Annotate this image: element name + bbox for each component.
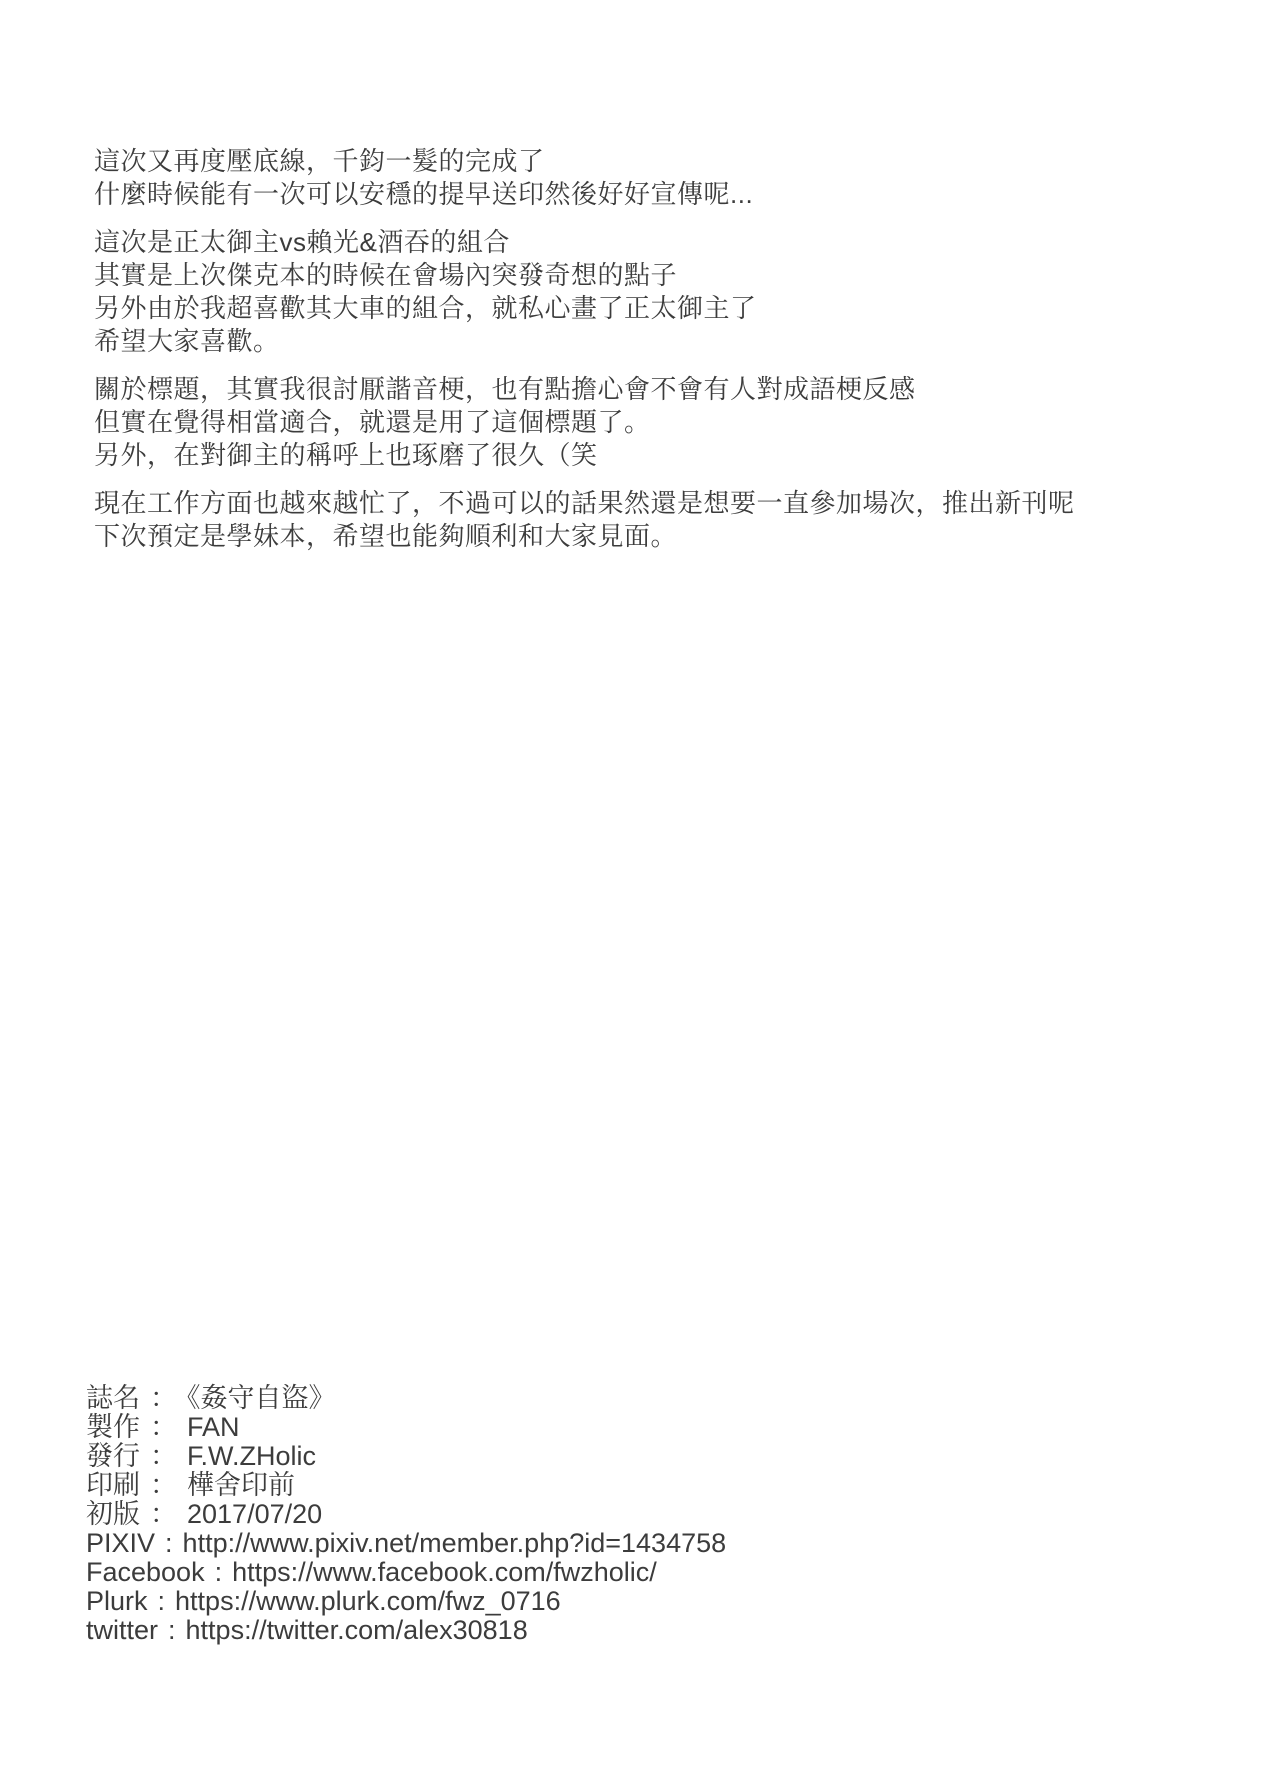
colophon-separator: :	[165, 1528, 173, 1558]
colophon-label: Plurk	[86, 1586, 148, 1616]
afterword-line: 什麼時候能有一次可以安穩的提早送印然後好好宣傳呢...	[94, 179, 754, 209]
colophon-row-pixiv	[86, 1529, 726, 1558]
afterword-paragraph-1	[94, 145, 1075, 211]
afterword-paragraph-3	[94, 373, 1075, 472]
colophon-separator: ：	[150, 1441, 177, 1471]
colophon-value: FAN	[187, 1412, 240, 1442]
colophon-label: 誌名	[86, 1383, 140, 1413]
afterword-line: 另外由於我超喜歡其大車的組合，就私心畫了正太御主了	[94, 293, 757, 323]
afterword-text-block	[94, 145, 1075, 568]
colophon-value: 2017/07/20	[187, 1499, 323, 1529]
colophon-value: 《姦守自盜》	[187, 1383, 336, 1413]
colophon-label: 印刷	[86, 1470, 140, 1500]
colophon-row-first-edition	[86, 1500, 726, 1529]
colophon-separator: :	[214, 1557, 223, 1587]
colophon-row-printer	[86, 1471, 726, 1500]
colophon-row-twitter	[86, 1616, 726, 1645]
colophon-separator: :	[157, 1586, 166, 1616]
colophon-url: https://twitter.com/alex30818	[185, 1615, 528, 1645]
colophon-separator: ：	[150, 1383, 177, 1413]
afterword-line: 另外，在對御主的稱呼上也琢磨了很久（笑	[94, 440, 598, 470]
afterword-line: 其實是上次傑克本的時候在會場內突發奇想的點子	[94, 260, 678, 290]
colophon-row-plurk	[86, 1587, 726, 1616]
afterword-line: 現在工作方面也越來越忙了，不過可以的話果然還是想要一直參加場次，推出新刊呢	[94, 488, 1075, 518]
colophon-row-publisher	[86, 1442, 726, 1471]
colophon-label: PIXIV	[86, 1528, 156, 1558]
colophon-label: twitter	[86, 1615, 159, 1645]
colophon-row-title	[86, 1384, 726, 1413]
colophon-separator: ：	[150, 1412, 177, 1442]
colophon-row-author	[86, 1413, 726, 1442]
afterword-line: 但實在覺得相當適合，就還是用了這個標題了。	[94, 407, 651, 437]
afterword-paragraph-4	[94, 487, 1075, 553]
colophon-value: 樺舍印前	[187, 1470, 295, 1500]
colophon-row-facebook	[86, 1558, 726, 1587]
colophon-url: https://www.facebook.com/fwzholic/	[232, 1557, 657, 1587]
colophon-separator: ：	[150, 1499, 177, 1529]
colophon-label: 發行	[86, 1441, 140, 1471]
colophon-value: F.W.ZHolic	[187, 1441, 317, 1471]
colophon-url: http://www.pixiv.net/member.php?id=1434758	[182, 1528, 727, 1558]
colophon-label: 製作	[86, 1412, 140, 1442]
colophon-label: 初版	[86, 1499, 140, 1529]
colophon-url: https://www.plurk.com/fwz_0716	[175, 1586, 561, 1616]
afterword-line: 希望大家喜歡。	[94, 326, 280, 356]
afterword-paragraph-2	[94, 226, 1075, 358]
afterword-line: 這次是正太御主vs賴光&酒吞的組合	[94, 227, 510, 257]
colophon-separator: ：	[150, 1470, 177, 1500]
afterword-line: 這次又再度壓底線，千鈞一髮的完成了	[94, 146, 545, 176]
colophon-block	[86, 1384, 726, 1645]
afterword-line: 下次預定是學妹本，希望也能夠順利和大家見面。	[94, 521, 678, 551]
colophon-label: Facebook	[86, 1557, 205, 1587]
afterword-line: 關於標題，其實我很討厭諧音梗，也有點擔心會不會有人對成語梗反感	[94, 374, 916, 404]
colophon-separator: :	[168, 1615, 176, 1645]
